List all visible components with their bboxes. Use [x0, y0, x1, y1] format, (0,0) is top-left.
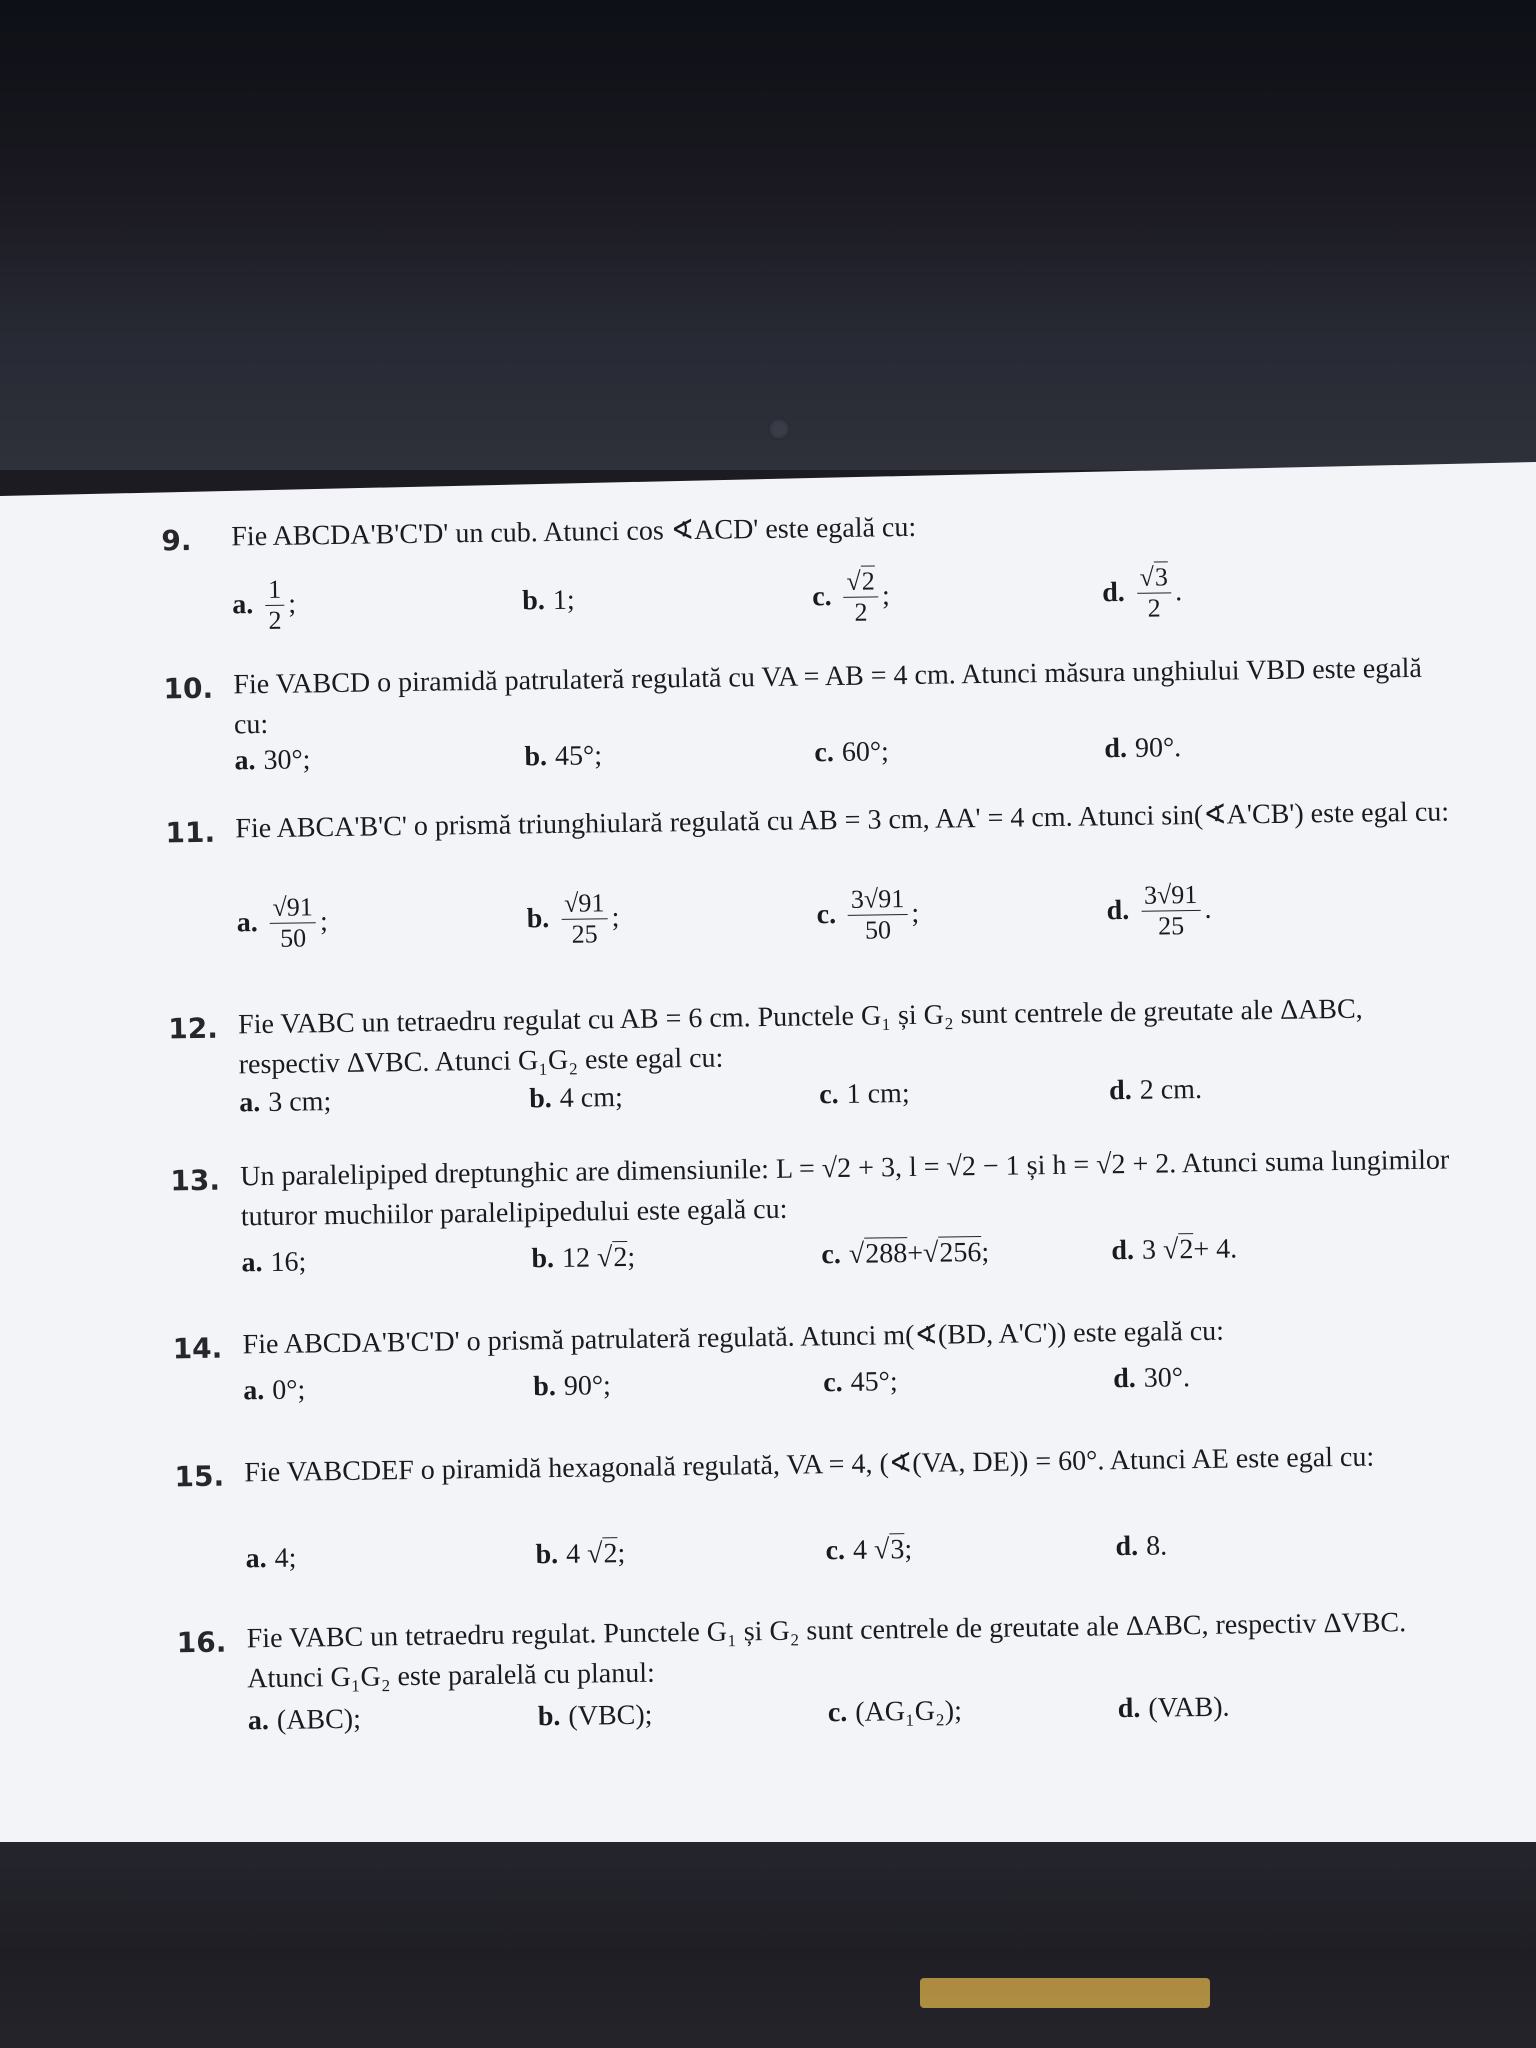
option-value: 4; — [274, 1542, 297, 1574]
option-c[interactable]: c. 60°; — [814, 736, 890, 769]
option-a[interactable]: a. 30°; — [234, 744, 311, 777]
option-label: c. — [812, 581, 832, 613]
option-value: 45°; — [850, 1366, 898, 1398]
fraction: $\frac{1}{2}$ — [265, 574, 285, 635]
question-11 — [0, 791, 1531, 953]
option-value: (ABC); — [276, 1703, 362, 1736]
option-c[interactable]: c. 45°; — [823, 1366, 898, 1399]
question-stem: Fie VABC un tetraedru regulat. Punctele G₁ și G₂ sunt centrele de greutate ale ΔABC, respectiv ΔVBC. Atunci G₁G₂ este paralelă cu planul: — [246, 1607, 1407, 1695]
question-12 — [0, 987, 1534, 1119]
option-b[interactable]: b. 90°; — [533, 1370, 612, 1403]
question-15 — [4, 1435, 1536, 1575]
fraction: $\frac{3√91}{25}$ — [1141, 879, 1201, 941]
option-d[interactable]: d. 8. — [1115, 1530, 1168, 1563]
question-number: 14. — [172, 1331, 223, 1366]
option-value: 30°. — [1143, 1362, 1191, 1394]
question-number: 10. — [163, 671, 214, 706]
question-stem: Fie VABC un tetraedru regulat cu AB = 6 cm. Punctele G₁ și G₂ sunt centrele de greutate ale ΔABC, respectiv ΔVBC. Atunci G₁G₂ este egal cu: — [237, 993, 1363, 1081]
option-value: 2 cm. — [1139, 1073, 1203, 1106]
option-c[interactable]: c. 1 cm; — [818, 1078, 910, 1111]
question-number: 12. — [167, 1011, 219, 1046]
option-a[interactable]: a. $\frac{√91}{50}$ ; — [236, 891, 329, 953]
option-b[interactable]: b. $\frac{√91}{25}$ ; — [526, 887, 620, 949]
option-d[interactable]: d. (VAB). — [1117, 1691, 1230, 1725]
question-stem: Un paralelipiped dreptunghic are dimensiunile: L = √2 + 3, l = √2 − 1 și h = √2 + 2. Atunci suma lungimilor tuturor muchiilor paralelipipedului este egală cu: — [240, 1144, 1450, 1233]
radical: √2 — [586, 1538, 618, 1570]
laptop-base-strip — [920, 1978, 1210, 2008]
option-d[interactable]: d. 3 √2 + 4. — [1111, 1233, 1238, 1267]
laptop-bezel-top — [0, 0, 1536, 470]
question-9 — [0, 499, 1527, 635]
option-value: 0°; — [272, 1374, 306, 1406]
option-a[interactable]: a. $\frac{1}{2}$ ; — [232, 574, 297, 635]
option-d[interactable]: d. 90°. — [1104, 732, 1182, 765]
question-number: 13. — [170, 1163, 221, 1198]
option-c[interactable]: c. $\frac{3√91}{50}$ ; — [816, 883, 920, 945]
option-b[interactable]: b. 45°; — [524, 740, 603, 773]
laptop-bezel-bottom — [0, 1842, 1536, 2048]
option-c[interactable]: c. 4 √3 ; — [825, 1534, 913, 1567]
option-d[interactable]: d. $\frac{√3}{2}$ . — [1102, 561, 1183, 623]
option-label: a. — [232, 589, 254, 621]
option-label: d. — [1102, 576, 1126, 609]
option-value: 30°; — [263, 744, 311, 777]
question-stem: Fie ABCDA'B'C'D' o prismă patrulateră regulată. Atunci m(∢(BD, A'C')) este egală cu: — [242, 1315, 1225, 1361]
question-number: 9. — [161, 523, 192, 558]
option-label: b. — [522, 585, 546, 617]
option-c[interactable]: c. √288 + √256 ; — [821, 1236, 990, 1271]
question-16 — [6, 1601, 1536, 1737]
option-a[interactable]: a. 16; — [241, 1246, 307, 1279]
option-value: (VAB). — [1148, 1691, 1230, 1724]
option-c[interactable]: c. $\frac{√2}{2}$ ; — [812, 565, 890, 627]
fraction: $\frac{√91}{25}$ — [561, 888, 608, 950]
question-number: 15. — [174, 1459, 225, 1494]
fraction: $\frac{√91}{50}$ — [269, 892, 316, 954]
option-value: 8. — [1145, 1530, 1168, 1562]
option-b[interactable]: b. 12 √2 ; — [531, 1241, 636, 1275]
option-b[interactable] — [522, 571, 575, 632]
option-value: 1; — [552, 584, 575, 616]
option-value: 90°. — [1134, 732, 1182, 764]
option-value: 60°; — [841, 736, 890, 768]
option-b[interactable]: b. 4 √2 ; — [535, 1538, 626, 1571]
option-value: 3 cm; — [268, 1086, 332, 1118]
option-b[interactable]: b. 4 cm; — [529, 1082, 624, 1115]
question-stem: Fie VABCDEF o piramidă hexagonală regulată, VA = 4, (∢(VA, DE)) = 60°. Atunci AE este egal cu: — [244, 1441, 1375, 1489]
radical: √2 — [1162, 1234, 1194, 1266]
question-13 — [0, 1139, 1536, 1279]
question-stem: Fie ABCA'B'C' o prismă triunghiulară regulată cu AB = 3 cm, AA' = 4 cm. Atunci sin(∢A'CB') este egal cu: — [235, 796, 1450, 845]
option-value: 90°; — [563, 1370, 612, 1402]
option-a[interactable]: a. (ABC); — [247, 1703, 362, 1737]
question-number: 11. — [165, 815, 216, 850]
option-value: 4 cm; — [559, 1082, 624, 1114]
option-d[interactable]: d. 2 cm. — [1108, 1073, 1203, 1107]
question-10 — [0, 647, 1529, 777]
option-value: 45°; — [554, 740, 603, 772]
fraction: $\frac{√3}{2}$ — [1136, 562, 1171, 623]
worksheet — [0, 451, 1536, 1852]
radical: √2 — [596, 1241, 628, 1274]
option-value: (VBC); — [568, 1699, 653, 1732]
radical: √256 — [922, 1237, 982, 1269]
option-d[interactable]: d. 30°. — [1112, 1362, 1191, 1395]
question-stem: Fie ABCDA'B'C'D' un cub. Atunci cos ∢ACD' este egală cu: — [231, 511, 917, 553]
fraction: $\frac{3√91}{50}$ — [848, 884, 908, 946]
question-14 — [2, 1307, 1536, 1407]
radical: √288 — [848, 1238, 908, 1270]
option-value: (AG₁G₂); — [855, 1695, 963, 1728]
option-value: 16; — [270, 1246, 307, 1278]
option-a[interactable]: a. 4; — [245, 1542, 297, 1575]
question-number: 16. — [176, 1625, 227, 1660]
question-stem: Fie VABCD o piramidă patrulateră regulată cu VA = AB = 4 cm. Atunci măsura unghiului VBD este egală cu: — [233, 652, 1422, 741]
option-b[interactable]: b. (VBC); — [537, 1699, 653, 1733]
option-c[interactable]: c. (AG₁G₂); — [827, 1695, 963, 1729]
option-value: 1 cm; — [846, 1078, 910, 1110]
option-a[interactable]: a. 0°; — [243, 1374, 306, 1407]
option-d[interactable]: d. $\frac{3√91}{25}$ . — [1106, 879, 1212, 941]
option-a[interactable]: a. 3 cm; — [239, 1086, 332, 1119]
webcam-icon — [768, 418, 790, 440]
fraction: $\frac{√2}{2}$ — [843, 566, 878, 627]
radical: √3 — [873, 1534, 905, 1566]
